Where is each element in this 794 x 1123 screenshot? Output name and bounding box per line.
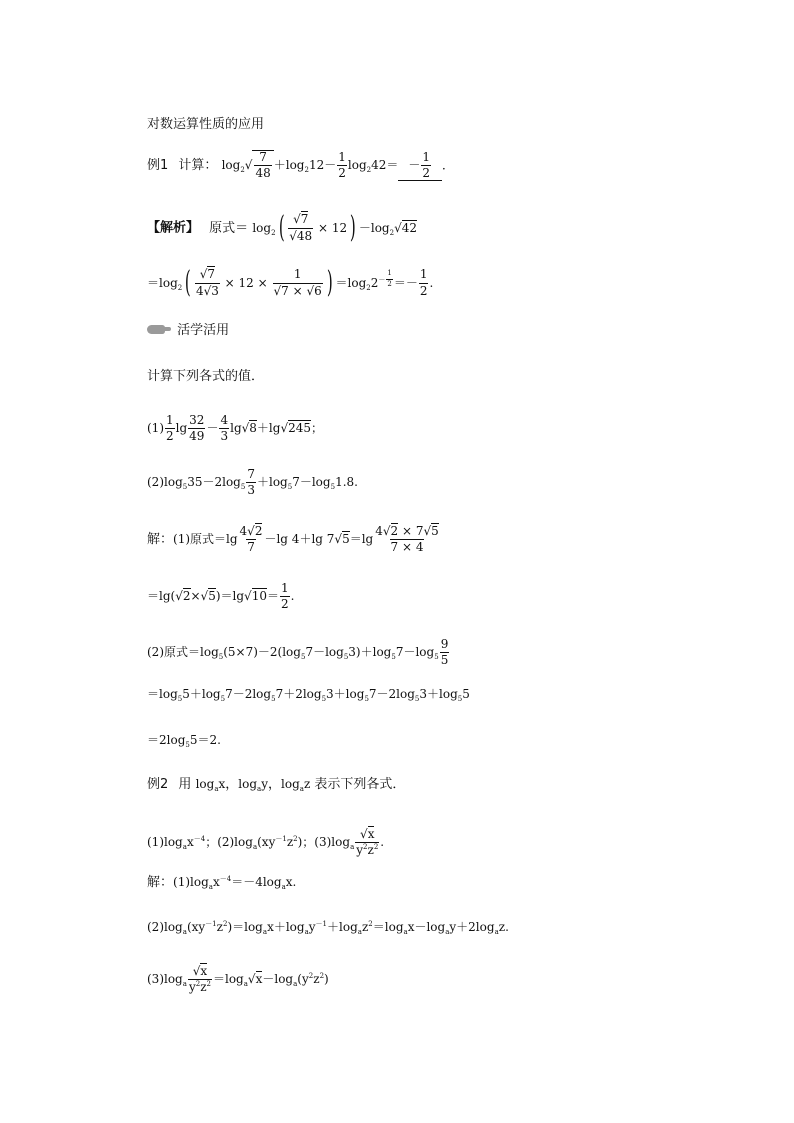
- practice-intro: 计算下列各式的值．: [147, 369, 265, 384]
- analysis-prefix: 原式＝: [209, 220, 249, 236]
- solution1-expression: lg $\frac{4√2}{7}$ －lg 4＋lg 7√5＝lg $\frac{4√2 \times 7√5}{7 \times 4}$: [226, 524, 439, 555]
- analysis-label: 【解析】: [147, 220, 200, 236]
- q1-label: (1): [147, 421, 164, 436]
- solution2-expression-3: $=2\log_55=2$.: [147, 733, 221, 749]
- example1-line: [147, 150, 454, 181]
- solution1-expression-2: ＝lg(√2×√5)＝lg√10＝ $\frac{1}{2}$ .: [147, 581, 295, 612]
- analysis-line-2: [147, 265, 434, 300]
- example2-solution-label: 解：: [147, 875, 174, 890]
- example2-prompt: 用 $\log_ax$，$\log_ay$，$\log_az$ 表示下列各式．: [178, 777, 406, 793]
- example1-prompt: 计算：: [178, 158, 218, 174]
- example1-label: 例1: [147, 158, 169, 174]
- example2-solution3-expression: $(3)\log_a$ $\frac{√x}{y^2z^2}$ $=\log_a√x-\log_a(y^2z^2)$: [147, 964, 329, 995]
- example2-question-expressions: $(1)\log_ax^{-4}$；$(2)\log_a(xy^{-1}z^2)$；$(3)\log_a$ $\frac{√x}{y^2z^2}$ .: [147, 827, 385, 858]
- solution2-expression-2: $=\log_55+\log_57-2\log_57+2\log_53+\log_57-2\log_53+\log_55$: [147, 687, 470, 703]
- practice-label: 活学活用: [177, 323, 230, 338]
- practice-header: [147, 324, 229, 337]
- analysis-expression-1: $\log_2$( $\frac{√7}{√48}$ × $12) -\log_2√42$: [252, 210, 418, 245]
- solution2-expression-1: $\log_5(5\times 7)-2(\log_57-\log_53)+\log_57-\log_5$ $\frac{9}{5}$: [200, 637, 449, 668]
- analysis-line-1: [147, 210, 418, 245]
- example2-line: [147, 778, 405, 791]
- example2-solution1: [147, 876, 296, 889]
- section-title: 对数运算性质的应用: [147, 117, 265, 132]
- solution2-line2: [147, 688, 470, 701]
- example2-questions: [147, 828, 384, 857]
- example2-label: 例2: [147, 777, 169, 792]
- example2-solution2-expression: $(2)\log_a(xy^{-1}z^2)=\log_ax+\log_ay^{-1}+\log_az^2=\log_ax-\log_ay+2\log_az$.: [147, 920, 509, 936]
- example2-solution3: [147, 965, 329, 994]
- practice-q1: [147, 414, 323, 443]
- example2-solution2: [147, 921, 509, 934]
- solution1-line2: [147, 582, 294, 611]
- analysis-expression-2: $=\log_2$( $\frac{√7}{4√3}$ × 12 × $\frac{1}{√7 \times √6}$ ) $=\log_22^{- \frac{1}{2}}$ ＝－ $\frac{1}{2}$ .: [147, 265, 434, 300]
- example2-solution1-expression: $(1)\log_ax^{-4}=-4\log_ax$.: [173, 875, 297, 891]
- solution2-line3: [147, 734, 221, 747]
- pointing-hand-icon: [147, 325, 165, 334]
- solution1-line1: [147, 525, 441, 554]
- example1-expression: $\log_2√$ $\frac{7}{48}$ $+\log_212-$ $\frac{1}{2}$ $\log_242=$ － $\frac{1}{2}$ ．: [221, 150, 455, 181]
- q2-expression: $\log_535-2\log_5$ $\frac{7}{3}$ $+\log_57-\log_51.8$.: [164, 467, 358, 498]
- solution-label: 解：: [147, 532, 174, 548]
- practice-q2: [147, 468, 358, 497]
- solution2-line1: [147, 638, 450, 667]
- q1-expression: $\frac{1}{2}$ lg $\frac{32}{49}$ － $\frac{4}{3}$ lg√8＋lg√245；: [166, 413, 324, 444]
- q2-label: (2): [147, 475, 164, 490]
- solution2-label: (2)原式＝: [147, 645, 200, 660]
- solution1-label: (1)原式＝: [173, 532, 227, 547]
